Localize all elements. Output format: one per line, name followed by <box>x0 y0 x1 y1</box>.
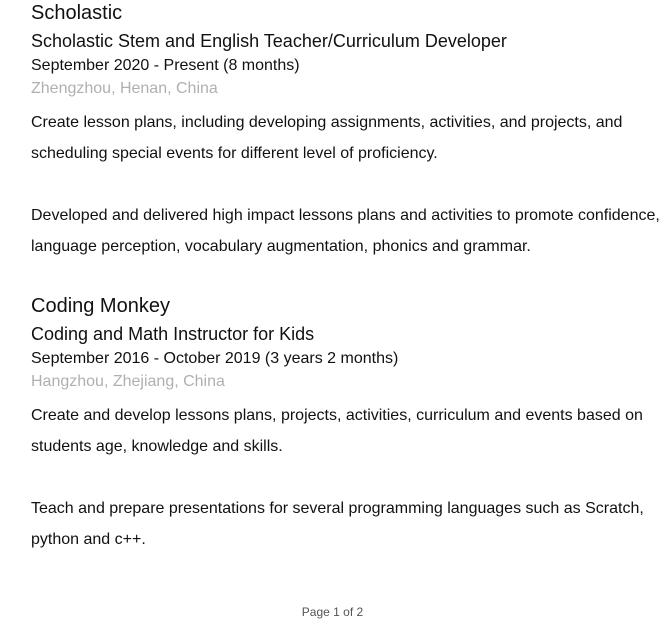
job-title: Coding and Math Instructor for Kids <box>31 324 315 344</box>
job-description-paragraph: Developed and delivered high impact lessons plans and activities to promote confidence, language perception, vocabulary augmentation, phonics and grammar. <box>31 207 660 255</box>
job-description-paragraph: Teach and prepare presentations for several programming languages such as Scratch, python and c++. <box>31 500 644 548</box>
page-number-footer: Page 1 of 2 <box>301 605 364 619</box>
company-name: Scholastic <box>31 2 123 24</box>
experience-entry-coding-monkey <box>31 294 661 555</box>
employment-dates: September 2016 - October 2019 (3 years 2 months) <box>31 350 399 367</box>
job-location: Zhengzhou, Henan, China <box>31 80 218 97</box>
job-title: Scholastic Stem and English Teacher/Curriculum Developer <box>31 31 507 51</box>
job-description-paragraph: Create lesson plans, including developing assignments, activities, and projects, and scheduling special events for different level of proficiency. <box>31 114 623 162</box>
company-name: Coding Monkey <box>31 295 170 317</box>
experience-entry-scholastic <box>31 1 661 262</box>
resume-page <box>31 0 661 555</box>
employment-dates: September 2020 - Present (8 months) <box>31 57 300 74</box>
job-location: Hangzhou, Zhejiang, China <box>31 373 225 390</box>
job-description-paragraph: Create and develop lessons plans, projects, activities, curriculum and events based on students age, knowledge and skills. <box>31 407 643 455</box>
